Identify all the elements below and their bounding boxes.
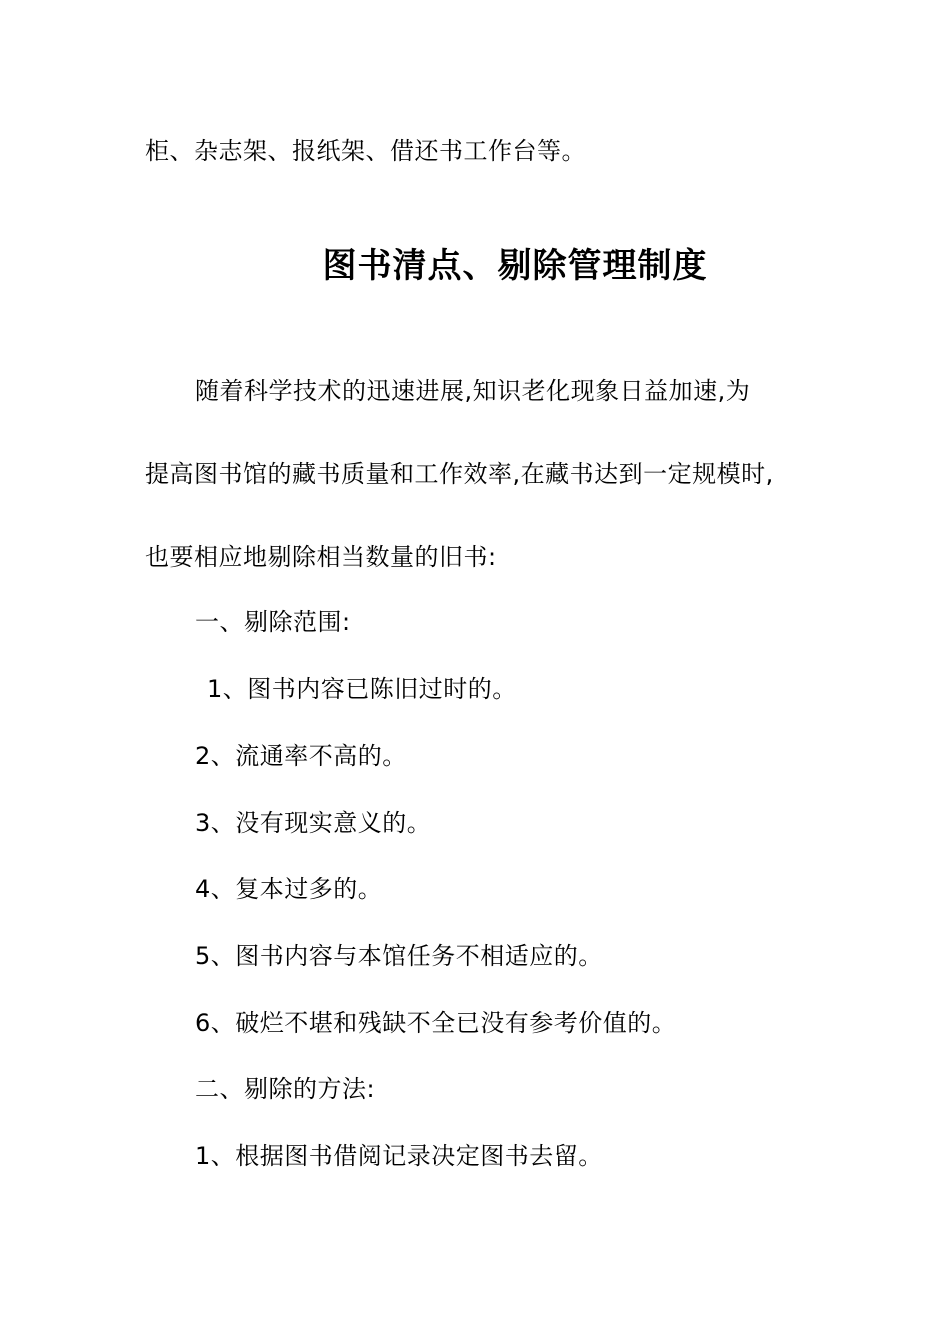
list-item: 1、图书内容已陈旧过时的。 [207,675,517,703]
list-item: 6、破烂不堪和残缺不全已没有参考价值的。 [195,1009,677,1037]
list-item: 5、图书内容与本馆任务不相适应的。 [195,942,603,970]
intro-paragraph-line-3: 也要相应地剔除相当数量的旧书: [145,543,497,571]
list-item: 3、没有现实意义的。 [195,809,432,837]
document-title: 图书清点、剔除管理制度 [322,246,708,286]
list-item: 2、流通率不高的。 [195,742,407,770]
list-item: 4、复本过多的。 [195,875,383,903]
intro-paragraph-line-1: 随着科学技术的迅速进展,知识老化现象日益加速,为 [195,377,751,405]
list-item: 1、根据图书借阅记录决定图书去留。 [195,1142,603,1170]
section-heading-removal-scope: 一、剔除范围: [195,608,351,636]
continuation-line: 柜、杂志架、报纸架、借还书工作台等。 [145,137,586,165]
intro-paragraph-line-2: 提高图书馆的藏书质量和工作效率,在藏书达到一定规模时, [145,460,774,488]
section-heading-removal-method: 二、剔除的方法: [195,1075,376,1103]
